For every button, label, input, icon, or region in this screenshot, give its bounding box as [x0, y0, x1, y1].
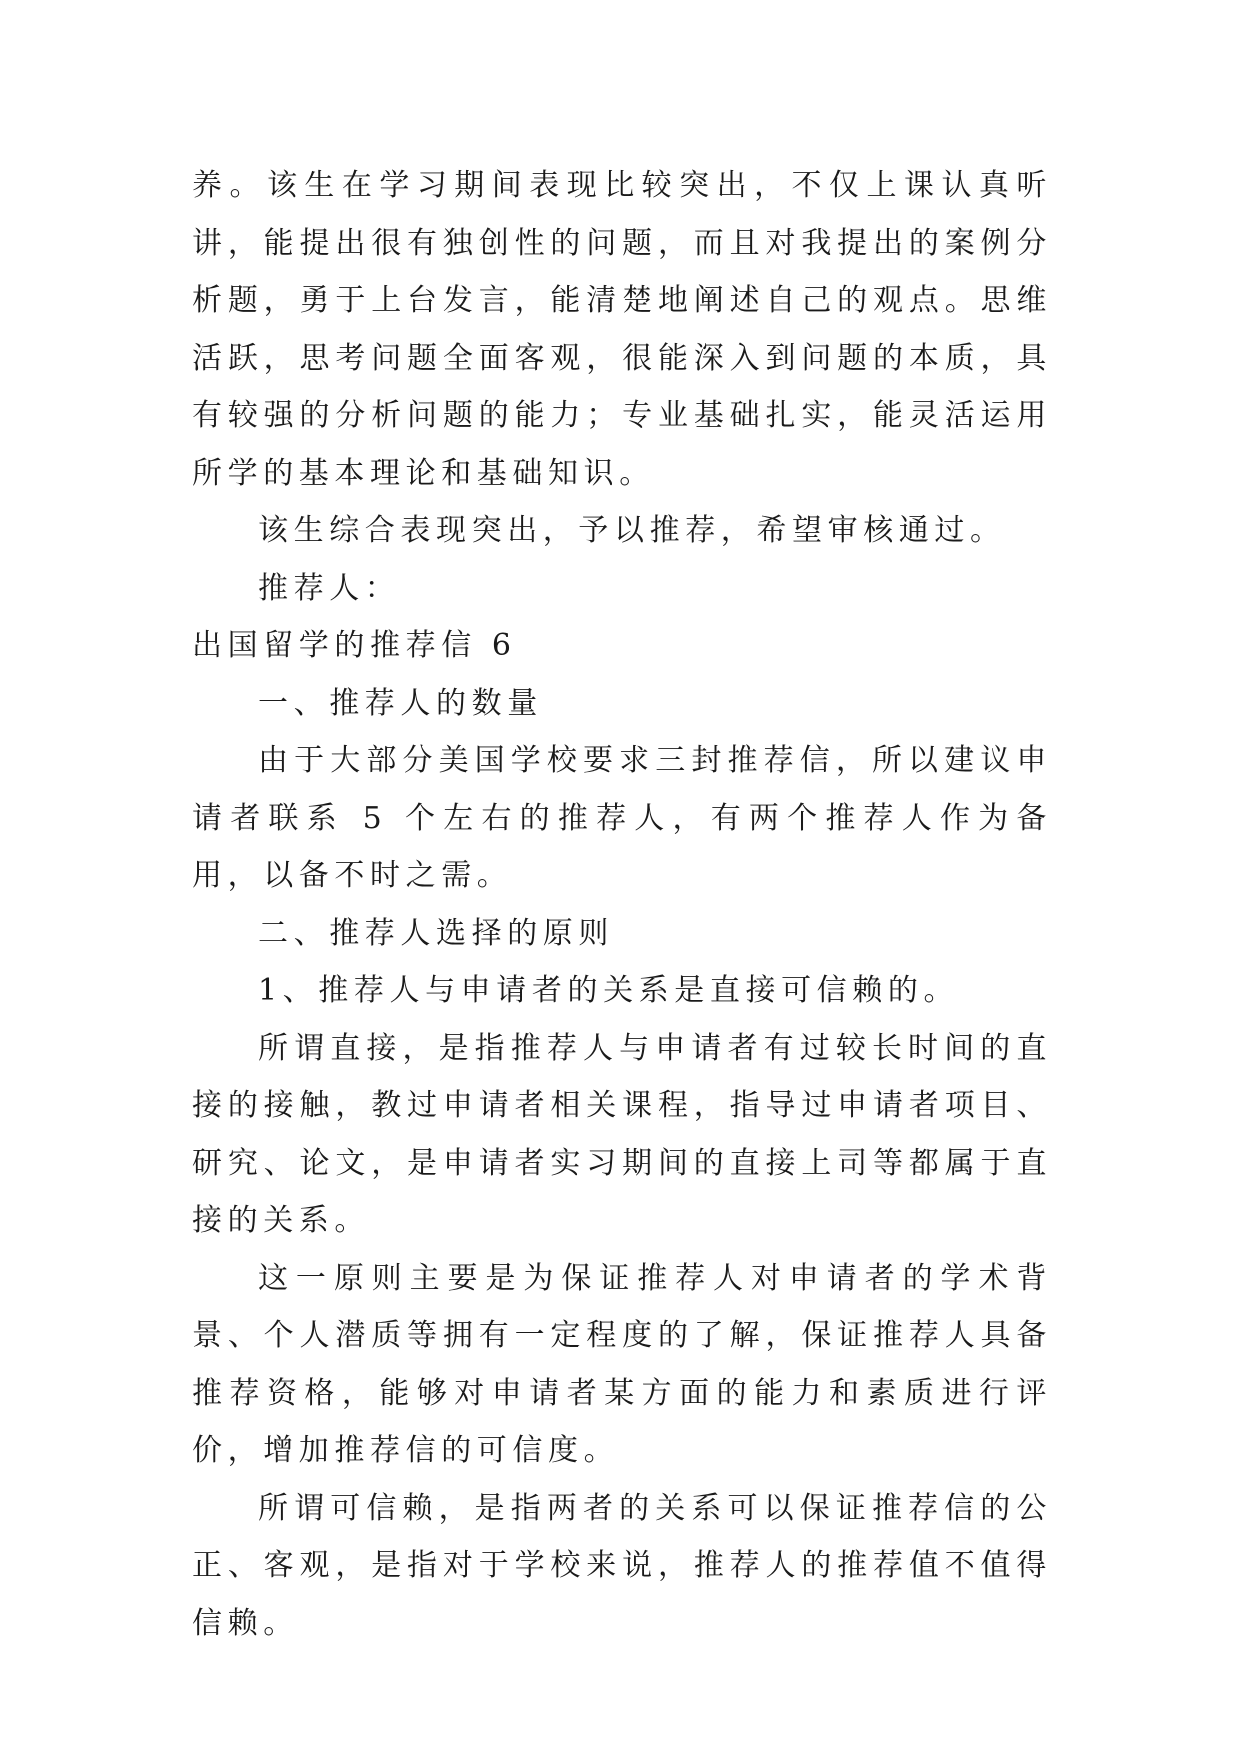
paragraph-conclusion: 该生综合表现突出，予以推荐，希望审核通过。 [258, 513, 1006, 548]
subheading-recommender-count: 一、推荐人的数量 [258, 685, 543, 721]
document-body [192, 157, 1052, 1652]
principle-item-1: 1、推荐人与申请者的关系是直接可信赖的。 [258, 973, 960, 1008]
paragraph-continuation: 养。该生在学习期间表现比较突出，不仅上课认真听讲，能提出很有独创性的问题，而且对我提出的案例分析题，勇于上台发言，能清楚地阐述自己的观点。思维活跃，思考问题全面客观，很能深入到问题的本质，具有较强的分析问题的能力；专业基础扎实，能灵活运用所学的基本理论和基础知识。 [192, 168, 1052, 491]
paragraph-direct-relationship: 所谓直接，是指推荐人与申请者有过较长时间的直接的接触，教过申请者相关课程，指导过申请者项目、研究、论文，是申请者实习期间的直接上司等都属于直接的关系。 [192, 1030, 1052, 1238]
subheading-selection-principles: 二、推荐人选择的原则 [258, 915, 614, 951]
paragraph-recommender-count: 由于大部分美国学校要求三封推荐信，所以建议申请者联系 5 个左右的推荐人，有两个推荐人作为备用，以备不时之需。 [192, 743, 1052, 893]
section-title: 出国留学的推荐信 6 [192, 628, 517, 663]
paragraph-recommender-signature: 推荐人： [258, 570, 401, 606]
paragraph-trustworthy: 所谓可信赖，是指两者的关系可以保证推荐信的公正、客观，是指对于学校来说，推荐人的推荐值不值得信赖。 [192, 1490, 1052, 1641]
paragraph-principle-purpose: 这一原则主要是为保证推荐人对申请者的学术背景、个人潜质等拥有一定程度的了解，保证推荐人具备推荐资格，能够对申请者某方面的能力和素质进行评价，增加推荐信的可信度。 [192, 1260, 1052, 1468]
